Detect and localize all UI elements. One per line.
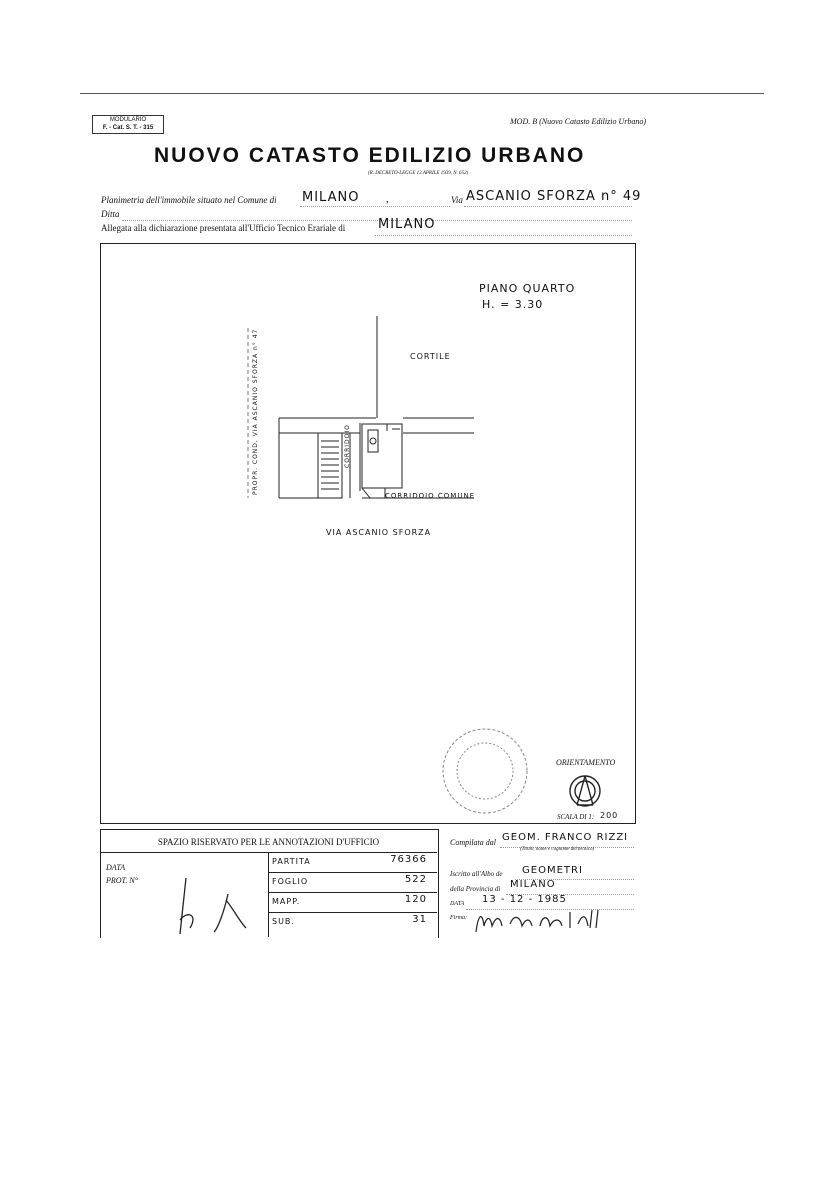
modulario-line2: F. - Cat. S. T. - 315 — [102, 125, 154, 131]
iscritto-label: Iscritto all'Albo de — [450, 870, 503, 878]
compiler-data-label: DATA — [450, 901, 465, 907]
annotation-row — [268, 873, 437, 893]
annotation-rows — [268, 853, 437, 932]
compilata-note: (Titolo, nome e cognome del tecnico) — [520, 847, 595, 852]
modulario-line1: MODULARIO — [109, 117, 147, 123]
corridoio-comune-label: CORRIDOIO COMUNE — [385, 492, 476, 500]
via-label: Via — [451, 195, 463, 205]
model-label: MOD. B (Nuovo Catasto Edilizio Urbano) — [510, 117, 646, 126]
orientamento-label: ORIENTAMENTO — [556, 758, 616, 767]
sub-label: SUB. — [272, 917, 295, 926]
ufficio-value: MILANO — [378, 217, 436, 232]
floor-label: PIANO QUARTO — [479, 282, 576, 295]
annotation-row — [268, 853, 437, 873]
partita-label: PARTITA — [272, 857, 311, 866]
annotations-header: SPAZIO RISERVATO PER LE ANNOTAZIONI D'UFFICIO — [157, 837, 380, 847]
technician-signature — [470, 896, 620, 942]
compilata-value: GEOM. FRANCO RIZZI — [502, 832, 629, 843]
provincia-value: MILANO — [510, 879, 556, 890]
street-label: VIA ASCANIO SFORZA — [326, 528, 432, 537]
via-underline — [464, 205, 632, 207]
comune-underline — [300, 205, 450, 207]
ditta-label: Ditta — [101, 209, 120, 219]
sub-value: 31 — [412, 914, 427, 925]
side-property-label: PROPR. COND. VIA ASCANIO SFORZA n° 47 — [252, 328, 259, 495]
iscritto-value: GEOMETRI — [522, 865, 583, 876]
mapp-value: 120 — [404, 894, 427, 905]
ufficio-underline — [375, 234, 632, 236]
provincia-label: della Provincia di — [450, 885, 501, 893]
mapp-label: MAPP. — [272, 897, 301, 906]
comune-value: MILANO — [302, 190, 360, 205]
top-rule — [80, 93, 764, 94]
foglio-label: FOGLIO — [272, 877, 309, 886]
annotation-row — [268, 893, 437, 913]
decree-note: (R. DECRETO-LEGGE 13 APRILE 1939, N. 652) — [368, 171, 469, 176]
partita-value: 76366 — [390, 854, 427, 865]
height-label: H. = 3.30 — [482, 298, 544, 311]
prot-label: PROT. N° — [106, 876, 138, 885]
compilata-label: Compilata dal — [450, 838, 497, 847]
modulario-box — [92, 115, 164, 134]
via-value: ASCANIO SFORZA n° 49 — [466, 189, 642, 204]
firma-label: Firma: — [450, 915, 467, 921]
scala-value: 200 — [600, 811, 619, 820]
foglio-value: 522 — [404, 874, 427, 885]
planimetria-label: Planimetria dell'immobile situato nel Comune di — [101, 195, 277, 205]
office-initials-signature — [170, 870, 260, 940]
corridoio-label: CORRIDOIO — [344, 424, 351, 468]
data-label: DATA — [106, 863, 126, 872]
page-title: NUOVO CATASTO EDILIZIO URBANO — [154, 144, 586, 167]
ditta-underline — [122, 219, 632, 221]
comma-separator: , — [386, 193, 389, 205]
allegata-label: Allegata alla dichiarazione presentata all'Ufficio Tecnico Erariale di — [101, 223, 346, 233]
scala-label: SCALA DI 1: — [557, 813, 595, 821]
cortile-label: CORTILE — [410, 352, 451, 361]
compiler-data-value: 13 - 12 - 1985 — [482, 894, 567, 905]
annotation-row — [268, 913, 437, 932]
